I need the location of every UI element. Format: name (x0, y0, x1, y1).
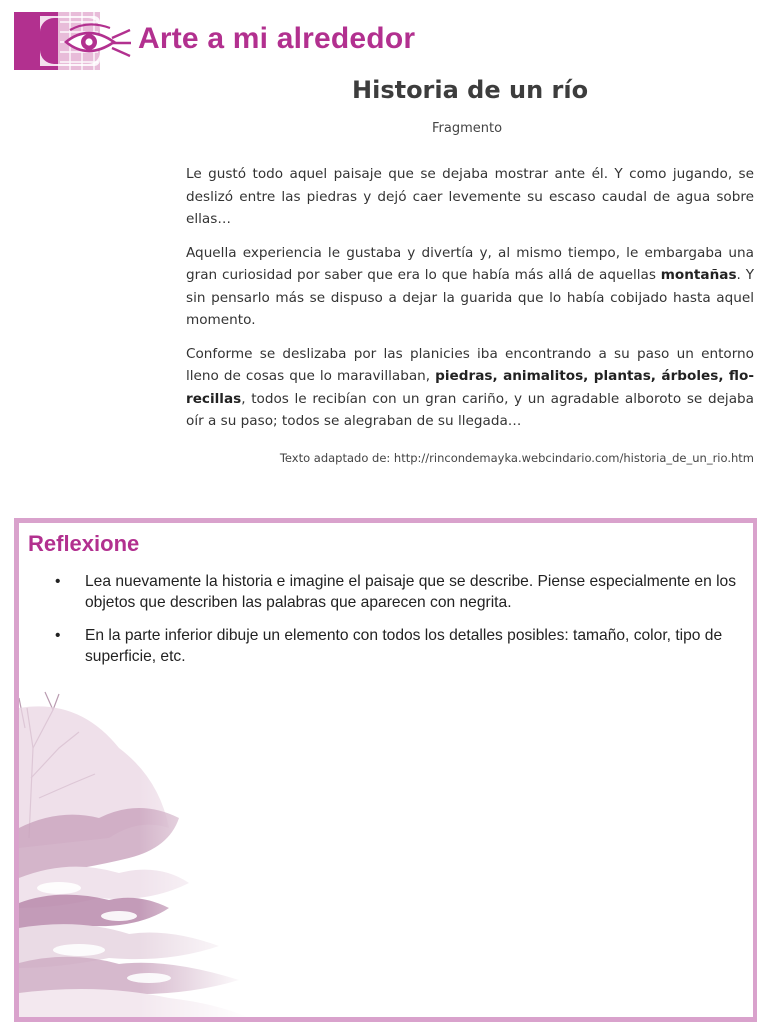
reflexione-box (14, 518, 757, 1022)
list-item (55, 625, 749, 667)
story-paragraph-1: Le gustó todo aquel paisaje que se dejaba mostrar ante él. Y como jugando, se deslizó entre las piedras y dejó caer levemente su escaso caudal de agua sobre ellas… (186, 166, 754, 227)
story-paragraph-3-text: Conforme se deslizaba por las planicies iba encontrando a su paso un entorno lleno de cosas que lo maravillaban, (186, 345, 754, 384)
reflexione-title: Reflexione (28, 531, 140, 556)
story-title: Historia de un río (352, 76, 589, 104)
reflexione-list (55, 571, 749, 679)
story-paragraph-2 (186, 242, 754, 332)
bold-word-list: piedras, animalitos, plantas, árboles, flo-recillas (186, 368, 754, 407)
bullet-icon: • (55, 627, 61, 644)
section-logo (14, 12, 132, 70)
story-paragraph-2-text: Aquella experiencia le gustaba y divertía y, al mismo tiempo, le embargaba una gran curiosidad por saber que era lo que había más allá de aquellas (186, 244, 754, 283)
bullet-icon: • (55, 573, 61, 590)
story-paragraph-3 (186, 343, 754, 433)
source-citation: Texto adaptado de: http://rincondemayka.webcindario.com/historia_de_un_rio.htm (279, 451, 754, 465)
list-item-text: Lea nuevamente la historia e imagine el paisaje que se describe. Piense especialmente en los objetos que describen las palabras que aparecen con negrita. (85, 573, 737, 611)
river-landscape-illustration (19, 688, 249, 1018)
list-item (55, 571, 749, 613)
list-item-text: En la parte inferior dibuje un elemento con todos los detalles posibles: tamaño, color, tipo de superficie, etc. (85, 627, 723, 665)
story-subtitle: Fragmento (432, 121, 503, 136)
bold-word-montanas: montañas (660, 267, 737, 283)
section-title: Arte a mi alrededor (138, 22, 416, 55)
story-paragraph-2-text-end: . Y sin pensarlo más se dispuso a dejar la guarida que lo había cobijado hasta aquel momento. (186, 267, 755, 328)
story-paragraph-3-text-end: , todos le recibían con un gran cariño, y un agradable alboroto se dejaba oír a su paso; todos se alegraban de su llegada… (186, 390, 754, 429)
story-text (186, 163, 754, 444)
